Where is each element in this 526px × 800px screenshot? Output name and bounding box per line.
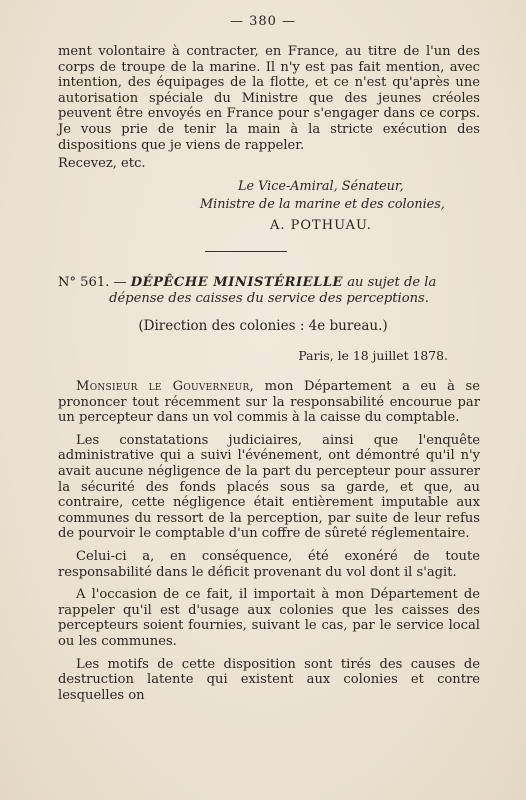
signature-name: A. POTHUAU. <box>270 218 372 233</box>
salutation: Monsieur le Gouverneur, <box>76 379 255 394</box>
paragraph-text: mon Département a eu à se prononcer tout récemment sur la responsabilité encourue par un percepteur dans un vol commis à la caisse du comptable. <box>58 379 480 426</box>
direction-line: (Direction des colonies : 4e bureau.) <box>138 318 388 334</box>
heading-number: N° 561. — <box>58 275 127 290</box>
continuation-paragraph: ment volontaire à contracter, en France, au titre de l'un des corps de troupe de la marine. Il n'y est pas fait mention, avec intention, des équipages de la flotte, et ce n'est qu'après une autorisation spéciale du Ministre que des jeunes créoles peuvent être envoyés en France pour s'engager dans ce corps. Je vous prie de tenir la main à la stricte exécution des dispositions que je viens de rappeler. <box>58 44 480 153</box>
signature-title: Le Vice-Amiral, Sénateur, <box>238 179 404 194</box>
page-number: — 380 — <box>229 14 297 29</box>
closing-text: Recevez, etc. <box>58 156 146 171</box>
body-paragraph-3: Celui-ci a, en conséquence, été exonéré de toute responsabilité dans le déficit provenant du vol dont il s'agit. <box>58 548 480 580</box>
heading-title-rest: au sujet de la <box>347 275 437 290</box>
section-divider <box>205 251 287 252</box>
document-heading <box>58 275 480 306</box>
body-paragraph-5: Les motifs de cette disposition sont tirés des causes de destruction latente qui existent aux colonies et contre lesquelles on <box>58 656 480 703</box>
date-line: Paris, le 18 juillet 1878. <box>298 348 448 363</box>
letter-body <box>58 379 480 710</box>
signature-office: Ministre de la marine et des colonies, <box>200 197 445 212</box>
heading-title: DÉPÊCHE MINISTÉRIELLE <box>130 275 344 290</box>
body-paragraph-2: Les constatations judiciaires, ainsi que l'enquête administrative qui a suivi l'événement, ont démontré qu'il n'y avait aucune négligence de la part du percepteur pour assurer la sécurité des fonds placés sous sa garde, et que, au contraire, cette négligence était entièrement imputable aux communes du ressort de la perception, par suite de leur refus de pourvoir le comptable d'un coffre de sûreté réglementaire. <box>58 432 480 542</box>
closing-formula <box>58 156 146 171</box>
heading-subtitle: dépense des caisses du service des perceptions. <box>109 290 429 306</box>
body-paragraph-4: A l'occasion de ce fait, il importait à mon Département de rappeler qu'il est d'usage aux colonies que les caisses des percepteurs soient fournies, suivant le cas, par le service local ou les communes. <box>58 587 480 649</box>
body-paragraph-1 <box>58 379 480 426</box>
